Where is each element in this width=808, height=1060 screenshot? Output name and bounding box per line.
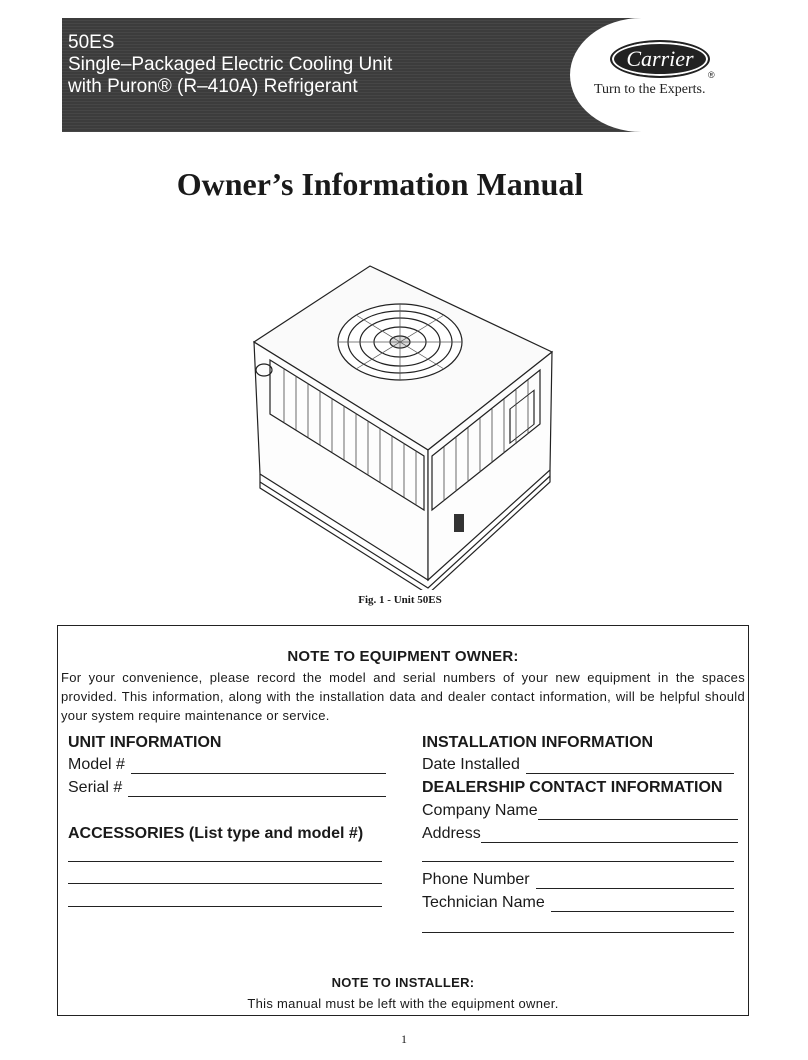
company-name-blank[interactable] xyxy=(538,807,738,820)
date-installed-field[interactable] xyxy=(422,756,734,774)
date-installed-blank[interactable] xyxy=(526,761,734,774)
accessory-line-3[interactable] xyxy=(68,905,382,907)
unit-information-heading: UNIT INFORMATION xyxy=(68,734,222,751)
address-blank[interactable] xyxy=(481,830,738,843)
installation-information-heading: INSTALLATION INFORMATION xyxy=(422,734,654,751)
installer-note-title: NOTE TO INSTALLER: xyxy=(331,975,475,990)
address-line-2[interactable] xyxy=(422,860,734,862)
phone-number-blank[interactable] xyxy=(536,876,734,889)
accessory-line-2[interactable] xyxy=(68,882,382,884)
header-title-block xyxy=(68,32,392,98)
packaged-cooling-unit-illustration xyxy=(240,260,570,590)
address-label: Address xyxy=(422,825,481,842)
company-name-label: Company Name xyxy=(422,802,538,819)
technician-name-blank[interactable] xyxy=(551,899,734,912)
note-body: For your convenience, please record the model and serial numbers of your new equipment in the spaces provided. This information, along with the installation data and dealer contact information, will be helpful should your system require maintenance or service. xyxy=(61,670,745,723)
refrigerant-description: with Puron® (R–410A) Refrigerant xyxy=(68,76,358,97)
accessory-line-1[interactable] xyxy=(68,860,382,862)
installer-note-text: This manual must be left with the equipment owner. xyxy=(247,996,559,1011)
dealership-heading: DEALERSHIP CONTACT INFORMATION xyxy=(422,779,723,796)
model-field[interactable] xyxy=(68,756,386,774)
carrier-logo xyxy=(610,40,710,78)
page-title: Owner’s Information Manual xyxy=(176,166,584,202)
note-title: NOTE TO EQUIPMENT OWNER: xyxy=(287,648,519,665)
model-blank[interactable] xyxy=(131,761,386,774)
model-name: 50ES xyxy=(68,32,115,53)
accessories-heading: ACCESSORIES (List type and model #) xyxy=(68,825,364,842)
phone-number-field[interactable] xyxy=(422,871,734,889)
technician-name-label: Technician Name xyxy=(422,894,545,911)
serial-label: Serial # xyxy=(68,779,123,796)
brand-tagline: Turn to the Experts. xyxy=(594,82,706,97)
date-installed-label: Date Installed xyxy=(422,756,520,773)
serial-blank[interactable] xyxy=(128,784,386,797)
address-field[interactable] xyxy=(422,825,738,843)
product-description: Single–Packaged Electric Cooling Unit xyxy=(68,54,393,75)
figure-caption: Fig. 1 - Unit 50ES xyxy=(358,594,442,606)
note-to-owner-box xyxy=(57,625,749,1016)
brand-area xyxy=(570,18,808,132)
registered-mark: ® xyxy=(708,70,715,80)
model-label: Model # xyxy=(68,756,125,773)
technician-name-field[interactable] xyxy=(422,894,734,912)
logo-text: Carrier xyxy=(626,46,694,71)
serial-field[interactable] xyxy=(68,779,386,797)
technician-line-2[interactable] xyxy=(422,931,734,933)
company-name-field[interactable] xyxy=(422,802,738,820)
phone-number-label: Phone Number xyxy=(422,871,530,888)
page-number: 1 xyxy=(401,1032,407,1046)
